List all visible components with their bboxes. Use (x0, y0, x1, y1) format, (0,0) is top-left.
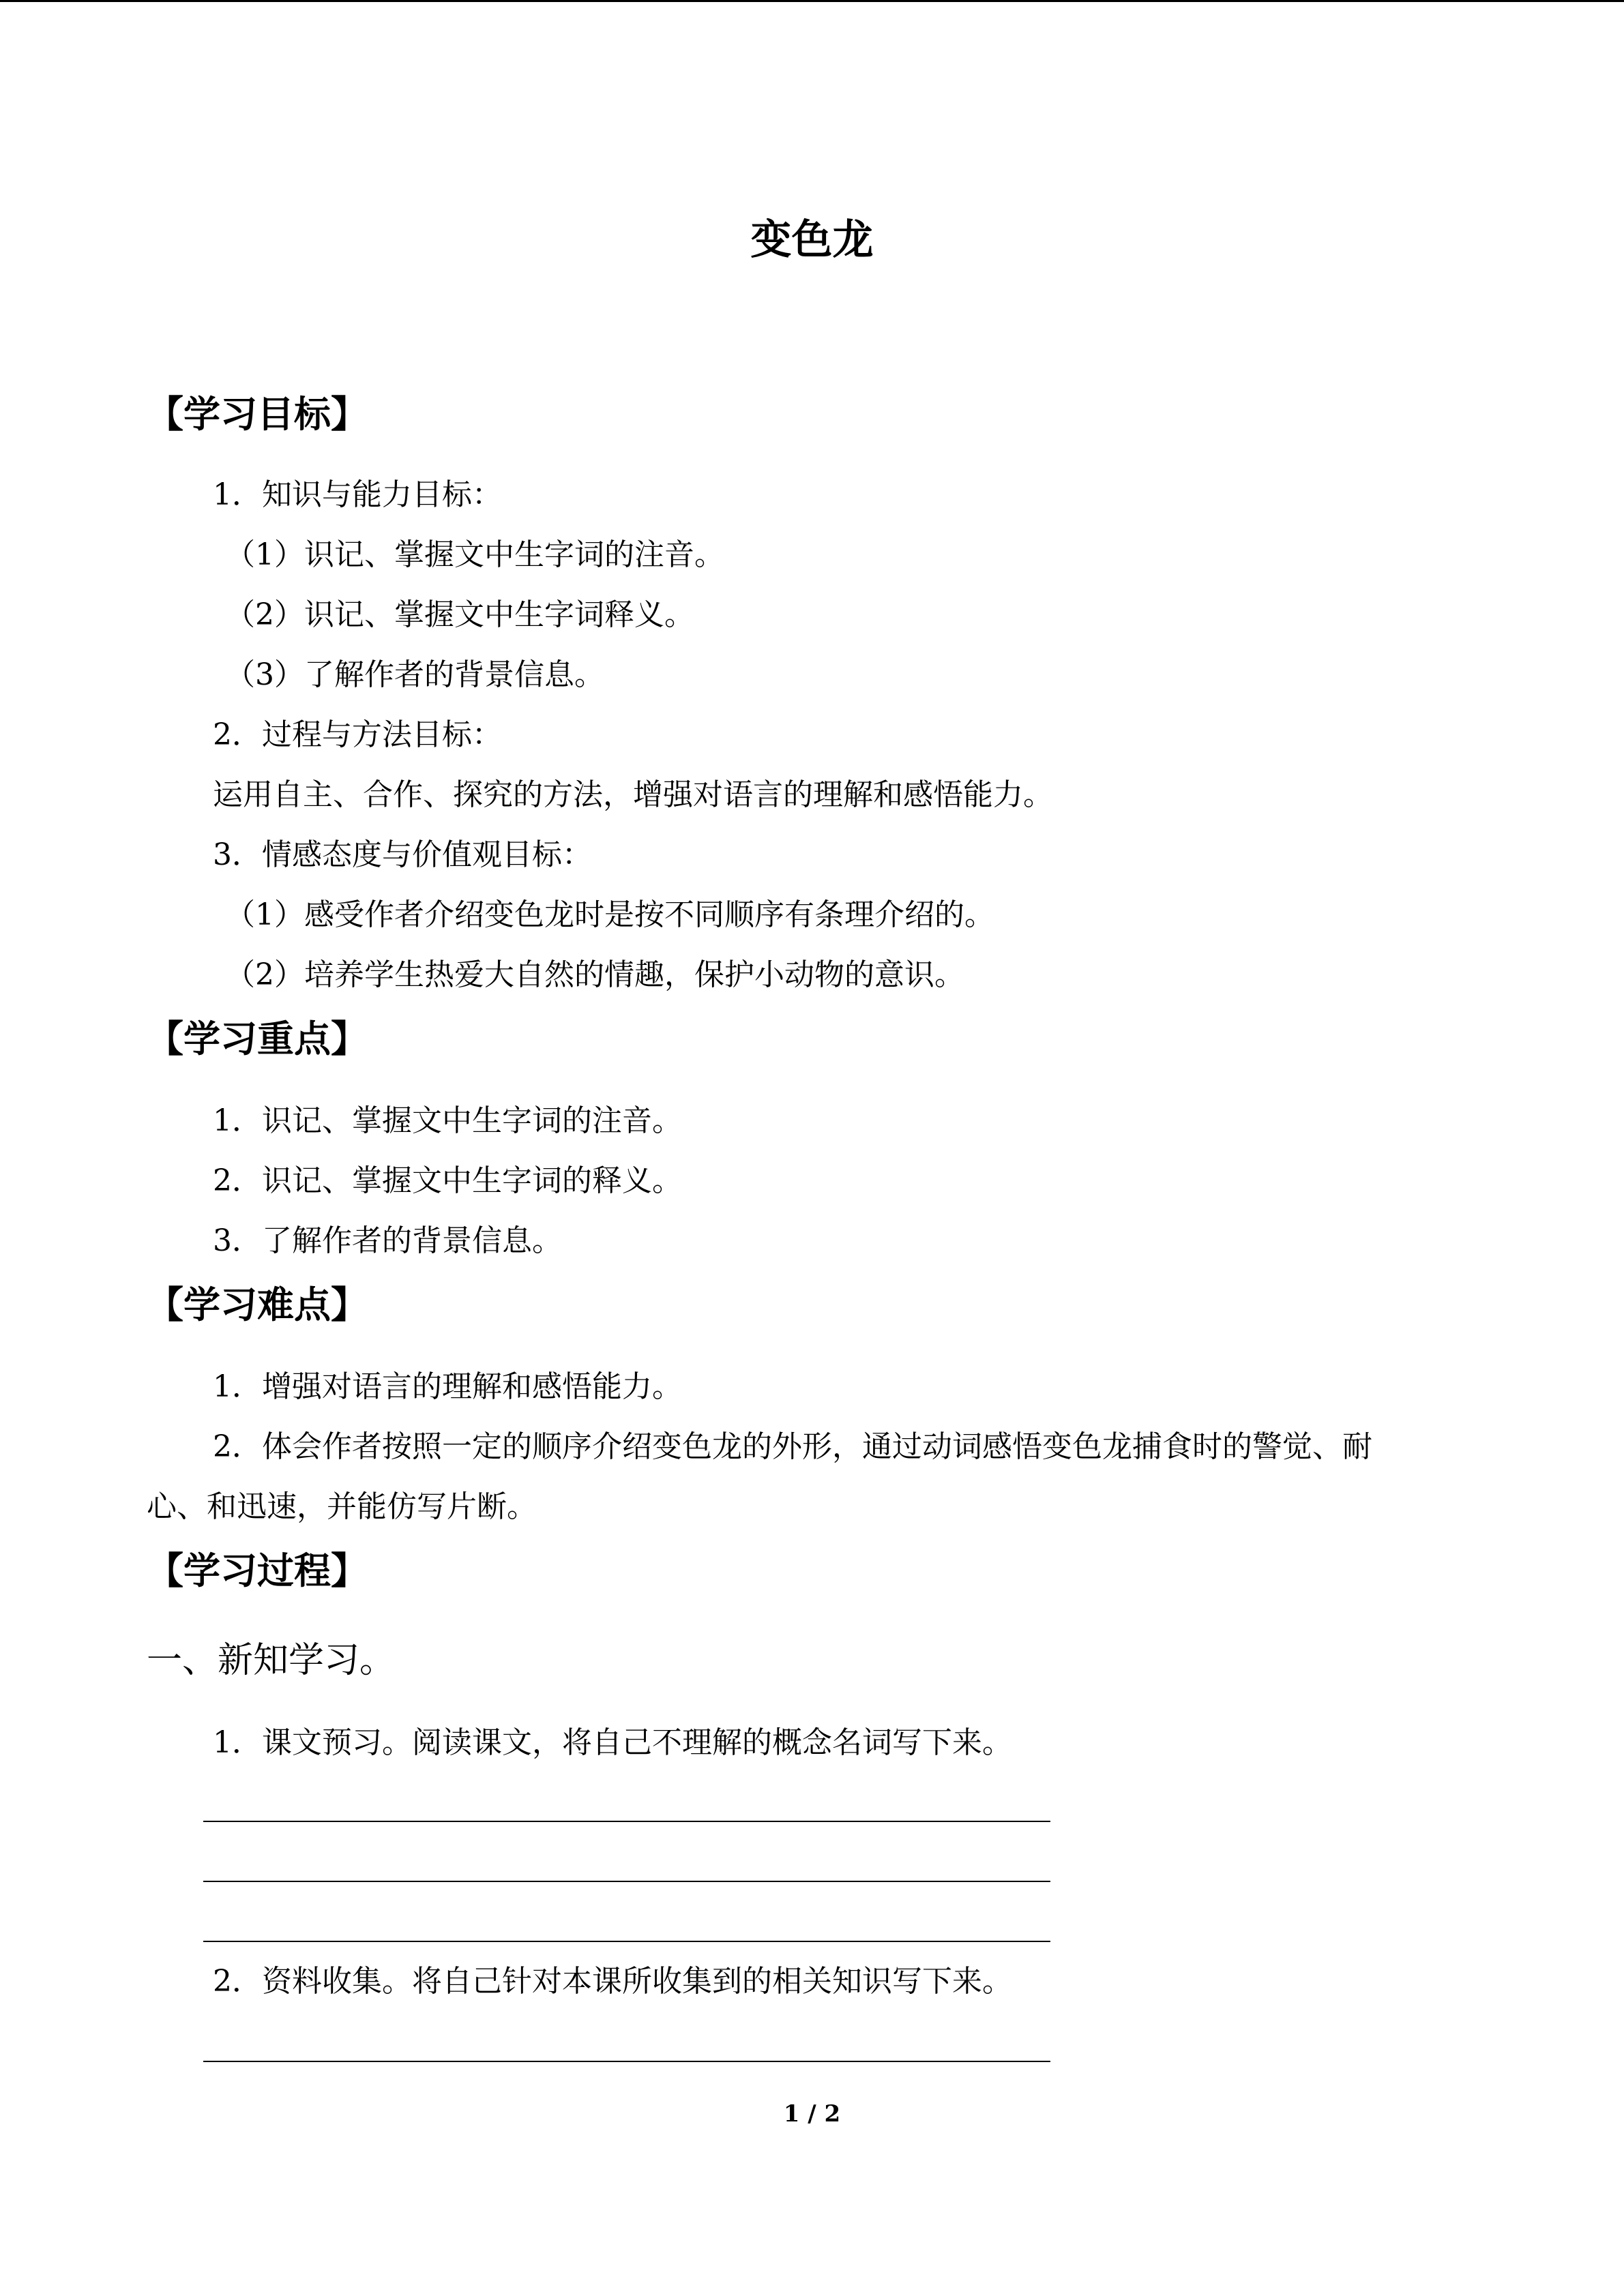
objective-line: 3．情感态度与价值观目标： (213, 837, 592, 872)
objective-line: （1）识记、掌握文中生字词的注音。 (225, 537, 724, 572)
objective-line: 1．知识与能力目标： (213, 477, 502, 512)
top-border-rule (0, 0, 1624, 2)
page-number: 1 / 2 (783, 2100, 841, 2128)
answer-line[interactable] (203, 2061, 1050, 2062)
objective-line: （1）感受作者介绍变色龙时是按不同顺序有条理介绍的。 (225, 897, 994, 932)
objective-line: 运用自主、合作、探究的方法，增强对语言的理解和感悟能力。 (213, 777, 1053, 812)
heading-key-points: 【学习重点】 (147, 1017, 368, 1060)
objective-line: 2．过程与方法目标： (213, 717, 502, 752)
key-point-line: 2．识记、掌握文中生字词的释义。 (213, 1163, 682, 1198)
task-line: 2．资料收集。将自己针对本课所收集到的相关知识写下来。 (213, 1964, 1012, 1999)
answer-line[interactable] (203, 1821, 1050, 1822)
difficulty-line: 1．增强对语言的理解和感悟能力。 (213, 1369, 682, 1404)
task-line: 1．课文预习。阅读课文，将自己不理解的概念名词写下来。 (213, 1725, 1012, 1760)
difficulty-line: 心、和迅速，并能仿写片断。 (147, 1489, 537, 1524)
key-point-line: 1．识记、掌握文中生字词的注音。 (213, 1103, 682, 1138)
answer-line[interactable] (203, 1941, 1050, 1942)
page-title: 变色龙 (750, 216, 874, 264)
part-one-heading: 一、新知学习。 (147, 1640, 396, 1681)
heading-objectives: 【学习目标】 (147, 392, 368, 436)
heading-process: 【学习过程】 (147, 1549, 368, 1592)
answer-line[interactable] (203, 1881, 1050, 1882)
objective-line: （2）培养学生热爱大自然的情趣，保护小动物的意识。 (225, 957, 964, 992)
key-point-line: 3．了解作者的背景信息。 (213, 1223, 562, 1258)
objective-line: （2）识记、掌握文中生字词释义。 (225, 597, 694, 632)
objective-line: （3）了解作者的背景信息。 (225, 657, 604, 692)
difficulty-line: 2．体会作者按照一定的顺序介绍变色龙的外形，通过动词感悟变色龙捕食时的警觉、耐 (213, 1429, 1372, 1464)
heading-difficulties: 【学习难点】 (147, 1283, 368, 1326)
